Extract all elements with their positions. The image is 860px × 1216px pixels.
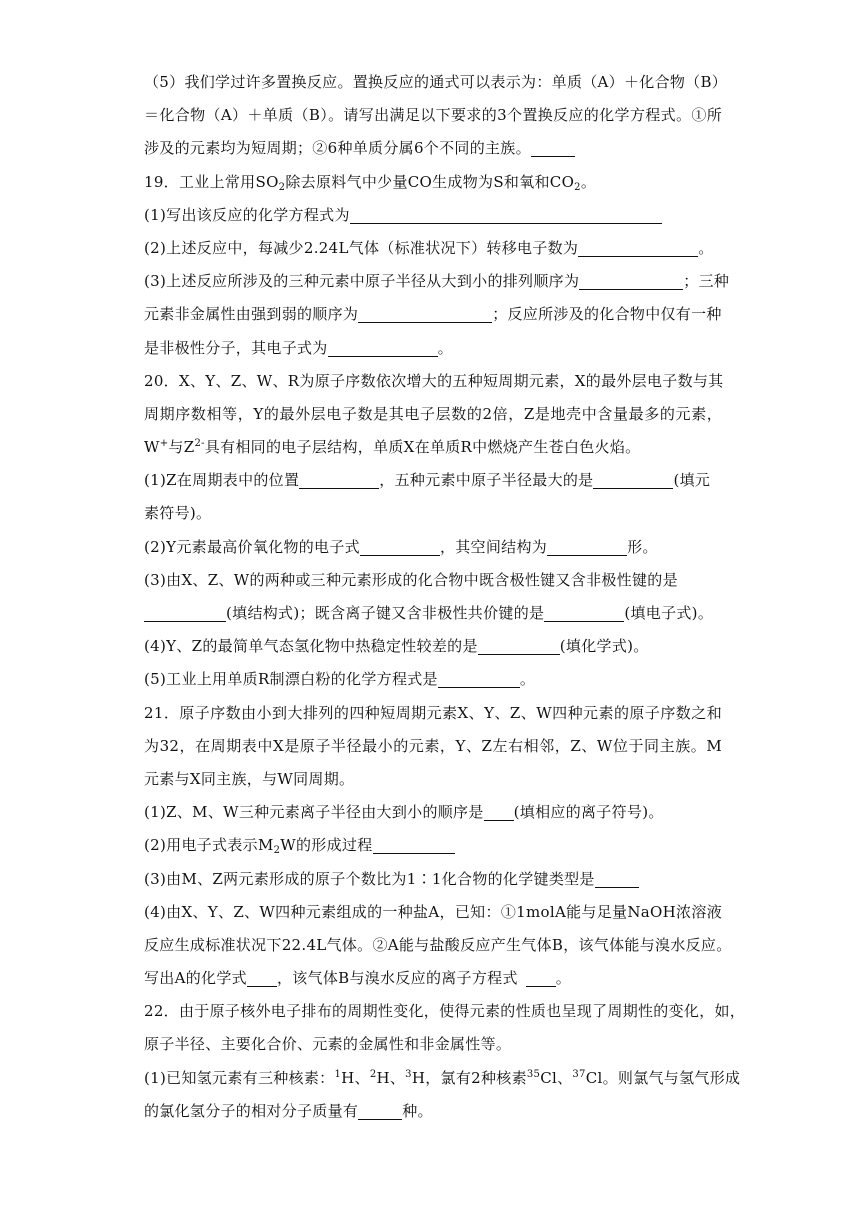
subscript: 2: [278, 181, 286, 193]
text: (5)工业上用单质R制漂白粉的化学方程式是: [144, 670, 438, 689]
text-line: [144, 132, 722, 165]
answer-blank[interactable]: [531, 140, 575, 157]
text-line: [144, 763, 722, 796]
answer-blank[interactable]: [358, 1103, 402, 1120]
text: W的形成过程: [280, 836, 373, 855]
text: 形。: [627, 537, 658, 556]
text: 20．X、Y、Z、W、R为原子序数依次增大的五种短周期元素，X的最外层电子数与其: [144, 371, 724, 390]
answer-blank[interactable]: [360, 539, 440, 556]
text: 种。: [402, 1101, 433, 1120]
question-text: [144, 66, 746, 1128]
text: (4)Y、Z的最简单气态氢化物中热稳定性较差的是: [144, 637, 478, 656]
superscript: 2: [369, 1068, 377, 1080]
answer-blank[interactable]: [350, 207, 662, 224]
superscript: +: [159, 438, 169, 450]
answer-blank[interactable]: [578, 240, 698, 257]
text: 元素非金属性由强到弱的顺序为: [144, 305, 359, 324]
answer-blank[interactable]: [328, 340, 438, 357]
answer-blank[interactable]: [595, 871, 639, 888]
text-line: [144, 929, 732, 962]
text: (4)由X、Y、Z、W四种元素组成的一种盐A，已知：①1molA能与足量NaOH浓溶液: [144, 902, 722, 921]
text-line: [144, 265, 730, 298]
text-line: [144, 531, 722, 564]
text-line: [144, 99, 722, 132]
text: ＝化合物（A）＋单质（B）。请写出满足以下要求的3个置换反应的化学方程式。①所: [144, 106, 722, 125]
text: 元素与X同主族，与W同周期。: [144, 769, 355, 788]
text: 涉及的元素均为短周期；②6种单质分属6个不同的主族。: [144, 139, 531, 158]
text: ，该气体B与溴水反应的离子方程式: [276, 969, 518, 988]
text: 21．原子序数由小到大排列的四种短周期元素X、Y、Z、W四种元素的原子序数之和: [144, 703, 722, 722]
superscript: 1: [334, 1068, 342, 1080]
text: (2)用电子式表示M: [144, 836, 274, 855]
answer-blank[interactable]: [544, 605, 624, 622]
text: 是非极性分子，其电子式为: [144, 338, 328, 357]
answer-blank[interactable]: [144, 605, 226, 622]
text: Cl。则氯气与氢气形成: [585, 1068, 741, 1087]
text-line: [144, 497, 722, 530]
text: 的氯化氢分子的相对分子质量有: [144, 1101, 359, 1120]
text-line: [144, 199, 722, 232]
text: (3)由X、Z、W的两种或三种元素形成的化合物中既含极性键又含非极性键的是: [144, 570, 678, 589]
text: (3)上述反应所涉及的三种元素中原子半径从大到小的排列顺序为: [144, 272, 580, 291]
answer-blank[interactable]: [547, 539, 627, 556]
text-line: [144, 1062, 741, 1095]
text: 具有相同的电子层结构，单质X在单质R中燃烧产生苍白色火焰。: [204, 438, 641, 457]
text: H，氯有2种核素: [411, 1068, 527, 1087]
question-19-stem: [144, 166, 722, 199]
text: （5）我们学过许多置换反应。置换反应的通式可以表示为：单质（A）＋化合物（B）: [144, 73, 728, 91]
text: (填结构式)；既含离子键又含非极性共价键的是: [226, 604, 545, 622]
text: 。: [519, 670, 536, 689]
text: 反应生成标准状况下22.4L气体。②A能与盐酸反应产生气体B，该气体能与溴水反应。: [144, 935, 732, 954]
answer-blank[interactable]: [373, 837, 455, 854]
text-line: [144, 66, 728, 99]
text: 与Z: [168, 438, 195, 457]
text: Cl、: [540, 1068, 573, 1087]
text-line: [144, 431, 722, 464]
text: H、: [376, 1068, 406, 1087]
text-line: [144, 863, 722, 896]
text: 周期序数相等，Y的最外层电子数是其电子层数的2倍，Z是地壳中含量最多的元素，: [144, 404, 722, 423]
text-line: [144, 663, 722, 696]
text: (填电子式)。: [624, 604, 714, 622]
text: ；反应所涉及的化合物中仅有一种: [492, 305, 722, 324]
text-line: [144, 232, 722, 265]
text-line: [144, 1095, 722, 1128]
subscript: 2: [574, 181, 581, 193]
text-line: [144, 398, 722, 431]
text: (1)Z、M、W三种元素离子半径由大到小的顺序是: [144, 803, 484, 822]
text: 素符号)。: [144, 504, 212, 523]
answer-blank[interactable]: [299, 472, 379, 489]
text: 。: [555, 969, 572, 988]
text: ，五种元素中原子半径最大的是: [379, 471, 594, 490]
text: (3)由M、Z两元素形成的原子个数比为1∶1化合物的化学键类型是: [144, 869, 595, 888]
text-line: [144, 730, 722, 763]
text: (填化学式)。: [559, 637, 649, 656]
text: 。: [698, 238, 714, 257]
superscript: 3: [405, 1068, 412, 1080]
text: (1)写出该反应的化学方程式为: [144, 205, 350, 224]
question-22-stem: [144, 995, 746, 1028]
text-line: [144, 464, 722, 497]
text: (填元: [673, 471, 711, 490]
superscript: 35: [526, 1068, 541, 1080]
text-line: [144, 630, 722, 663]
text-line: [144, 896, 722, 929]
text: 。: [580, 172, 597, 191]
text: ；三种: [683, 272, 730, 291]
text: (2)Y元素最高价氧化物的电子式: [144, 537, 360, 556]
answer-blank[interactable]: [438, 671, 520, 688]
text: 原子半径、主要化合价、元素的金属性和非金属性等。: [144, 1035, 512, 1054]
superscript: 37: [572, 1068, 586, 1080]
subscript: 2: [273, 845, 281, 857]
text: (2)上述反应中，每减少2.24L气体（标准状况下）转移电子数为: [144, 238, 579, 257]
answer-blank[interactable]: [593, 472, 673, 489]
text: W: [144, 438, 160, 457]
answer-blank[interactable]: [484, 804, 514, 821]
text-line: [144, 298, 722, 331]
text: 19．工业上常用SO: [144, 172, 279, 191]
text-line: [144, 796, 722, 829]
answer-blank[interactable]: [358, 306, 492, 323]
answer-blank[interactable]: [478, 638, 560, 655]
answer-blank[interactable]: [526, 970, 556, 987]
text: (填相应的离子符号)。: [513, 803, 664, 822]
superscript: 2-: [194, 438, 205, 450]
text-line: [144, 564, 722, 597]
text: (1)Z在周期表中的位置: [144, 471, 300, 490]
text: 除去原料气中少量CO生成物为S和氧和CO: [285, 172, 575, 191]
answer-blank[interactable]: [579, 273, 683, 290]
text-line: [144, 962, 722, 995]
text-line: [144, 597, 722, 630]
answer-blank[interactable]: [247, 970, 277, 987]
text: 22．由于原子核外电子排布的周期性变化，使得元素的性质也呈现了周期性的变化，如，: [144, 1002, 746, 1021]
text-line: [144, 1028, 722, 1061]
text-line: [144, 332, 722, 365]
question-20-stem: [144, 365, 722, 398]
question-21-stem: [144, 697, 722, 730]
text: (1)已知氢元素有三种核素：: [144, 1068, 335, 1087]
text: 。: [437, 338, 453, 357]
text: 为32，在周期表中X是原子半径最小的元素，Y、Z左右相邻，Z、W位于同主族。M: [144, 736, 722, 755]
text: H、: [341, 1068, 370, 1087]
text: ，其空间结构为: [439, 537, 548, 556]
text: 写出A的化学式: [144, 969, 247, 988]
text-line: [144, 829, 722, 862]
